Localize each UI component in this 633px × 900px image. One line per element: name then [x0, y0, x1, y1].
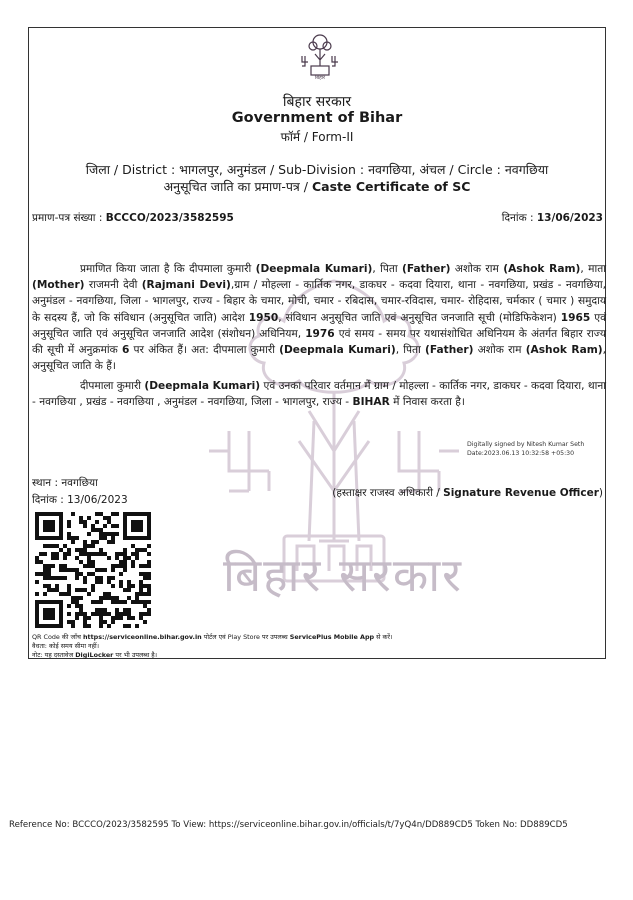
watermark-text: बिहार सरकार [223, 548, 463, 602]
qr-note-line-2: वैधता: कोई समय सीमा नहीं। [32, 642, 100, 650]
qr-code [35, 512, 151, 628]
certificate-paragraph-1: प्रमाणित किया जाता है कि दीपमाला कुमारी (Deepmala Kumari), पिता (Father) अशोक राम (Ashok Ram), माता (Mother) राजमनी देवी (Rajmani Devi),ग्राम / मोहल्ला - कार्तिक नगर, डाकघर - कदवा दियारा, थाना - नवगछिया, प्रखंड - नवगछिया, अनुमंडल - नवगछिया, जिला - भागलपुर, राज्य - बिहार के चमार, मोची, चमार - रबिदास, चमार-रविदास, चमार- रोहिदास, चर्मकार ( चमार ) समुदाय के सदस्य हैं, जो कि संविधान (अनुसूचित जाति) आदेश 1950, संविधान अनुसूचित जाति एवं अनुसूचित जनजाति सूची (मोडिफिकेशन) 1965 एवं अनुसूचित जाति एवं अनुसूचित जनजाति आदेश (संशोधन) अधिनियम, 1976 एवं समय - समय पर यथासंशोधित अधिनियम के अंतर्गत बिहार राज्य की सूची में अनुक्रमांक 6 पर अंकित हैं। अत: दीपमाला कुमारी (Deepmala Kumari), पिता (Father) अशोक राम (Ashok Ram), अनुसूचित जाति के हैं। [32, 263, 606, 373]
digital-signature-block [467, 440, 584, 458]
certificate-paragraph-2: दीपमाला कुमारी (Deepmala Kumari) एवं उनका परिवार वर्तमान में ग्राम / मोहल्ला - कार्तिक नगर, डाकघर - कदवा दियारा, थाना - नवगछिया , प्रखंड - नवगछिया , अनुमंडल - नवगछिया, जिला - भागलपुर, राज्य - BIHAR में निवास करता है। [32, 380, 606, 409]
signature-officer-label: (हस्ताक्षर राजस्व अधिकारी / Signature Revenue Officer) [332, 487, 603, 499]
certificate-title-hindi: अनुसूचित जाति का प्रमाण-पत्र / [163, 179, 312, 194]
emblem-text: बिहार [314, 75, 326, 80]
bihar-emblem-icon [297, 32, 343, 80]
certificate-border [28, 27, 606, 659]
certificate-number-label: प्रमाण-पत्र संख्या : [32, 212, 106, 224]
certificate-date-label: दिनांक : [501, 212, 537, 224]
reference-footer: Reference No: BCCCO/2023/3582595 To View: https://serviceonline.bihar.gov.in/officials/t/7yQ4n/DD889CD5 Token No: DD889CD5 [9, 820, 568, 830]
certificate-title-english: Caste Certificate of SC [312, 179, 471, 194]
govt-title-hindi: बिहार सरकार [282, 94, 352, 110]
certificate-number [32, 211, 234, 225]
form-number: फॉर्म / Form-II [280, 130, 354, 144]
certificate-number-value: BCCCO/2023/3582595 [105, 212, 234, 224]
issue-date: दिनांक : 13/06/2023 [32, 494, 128, 506]
digital-signature-signer: Digitally signed by Nitesh Kumar Seth [467, 441, 585, 448]
digital-signature-date: Date:2023.06.13 10:32:58 +05:30 [467, 450, 575, 457]
govt-title-english: Government of Bihar [231, 110, 403, 126]
qr-note-line-3: नोट: यह दस्तावेज DigiLocker पर भी उपलब्ध है। [32, 651, 158, 659]
qr-verification-note [32, 633, 592, 660]
qr-note-line-1: QR Code की जाँच https://serviceonline.bihar.gov.in पोर्टल एवं Play Store पर उपलब्ध ServicePlus Mobile App से करें। [32, 633, 393, 641]
certificate-date [502, 211, 603, 225]
issue-place: स्थान : नवगछिया [32, 477, 98, 489]
certificate-date-value: 13/06/2023 [536, 212, 603, 224]
district-line: जिला / District : भागलपुर, अनुमंडल / Sub-Division : नवगछिया, अंचल / Circle : नवगछिया [85, 162, 549, 177]
certificate-title [29, 178, 605, 195]
